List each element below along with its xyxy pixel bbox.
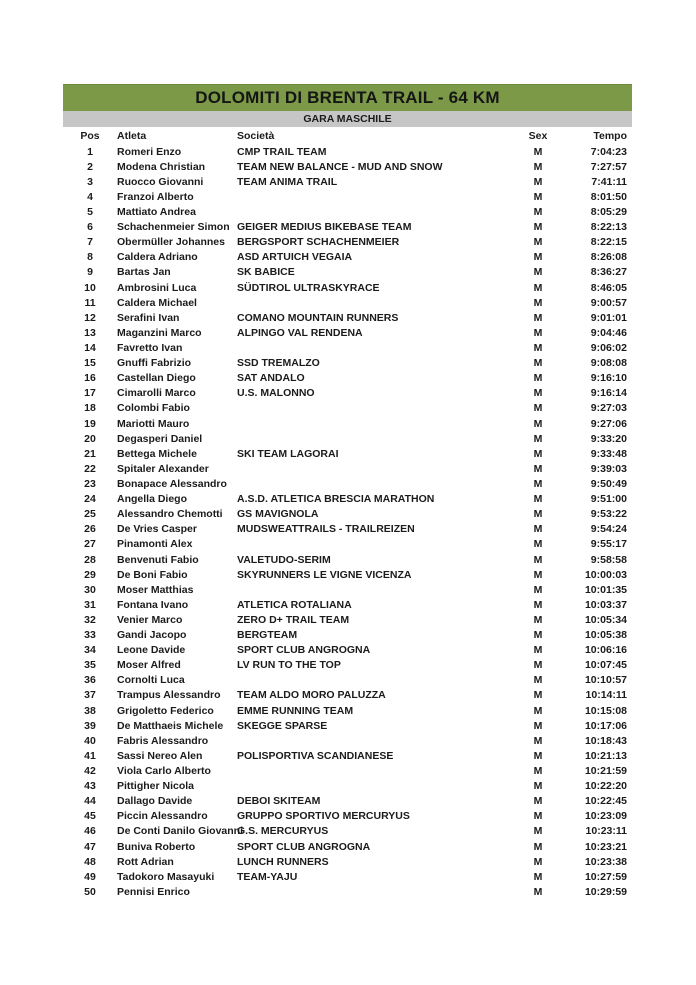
cell-tempo: 10:23:21 (584, 840, 627, 853)
cell-pos: 47 (84, 840, 96, 853)
cell-sex: M (533, 221, 543, 234)
cell-sex: M (533, 553, 543, 566)
table-row (63, 688, 632, 703)
cell-tempo: 9:53:22 (590, 508, 627, 521)
table-row (63, 189, 632, 204)
cell-atleta: De Conti Danilo Giovanni (117, 825, 244, 838)
results-document (63, 84, 632, 899)
cell-sex: M (533, 311, 543, 324)
column-header-sex: Sex (528, 130, 548, 142)
table-row (63, 144, 632, 159)
cell-pos: 42 (84, 765, 96, 778)
cell-societa: TEAM NEW BALANCE - MUD AND SNOW (237, 160, 443, 173)
cell-societa: SKYRUNNERS LE VIGNE VICENZA (237, 568, 412, 581)
table-row (63, 809, 632, 824)
cell-sex: M (533, 780, 543, 793)
cell-sex: M (533, 205, 543, 218)
cell-societa: POLISPORTIVA SCANDIANESE (237, 749, 394, 762)
cell-tempo: 9:00:57 (590, 296, 627, 309)
cell-sex: M (533, 266, 543, 279)
table-row (63, 763, 632, 778)
cell-sex: M (533, 236, 543, 249)
cell-sex: M (533, 296, 543, 309)
table-row (63, 703, 632, 718)
cell-pos: 2 (87, 160, 93, 173)
cell-atleta: Tadokoro Masayuki (117, 870, 215, 883)
cell-tempo: 9:04:46 (590, 326, 627, 339)
cell-pos: 27 (84, 538, 96, 551)
table-row (63, 476, 632, 491)
cell-tempo: 9:54:24 (590, 523, 627, 536)
table-row (63, 628, 632, 643)
table-row (63, 779, 632, 794)
cell-atleta: Alessandro Chemotti (117, 508, 223, 521)
cell-atleta: Moser Alfred (117, 659, 181, 672)
cell-societa: GS MAVIGNOLA (237, 508, 319, 521)
cell-societa: TEAM-YAJU (237, 870, 298, 883)
cell-atleta: Caldera Michael (117, 296, 197, 309)
cell-tempo: 10:05:38 (584, 629, 627, 642)
cell-tempo: 10:14:11 (585, 689, 627, 702)
cell-tempo: 9:27:03 (590, 402, 627, 415)
cell-sex: M (533, 190, 543, 203)
cell-pos: 36 (84, 674, 96, 687)
cell-pos: 43 (84, 780, 96, 793)
table-row (63, 658, 632, 673)
cell-atleta: Favretto Ivan (117, 341, 183, 354)
cell-societa: SSD TREMALZO (237, 357, 320, 370)
cell-atleta: Angella Diego (117, 493, 188, 506)
cell-sex: M (533, 281, 543, 294)
cell-pos: 9 (87, 266, 93, 279)
cell-atleta: De Boni Fabio (117, 568, 188, 581)
cell-sex: M (533, 447, 543, 460)
cell-pos: 15 (84, 357, 96, 370)
cell-pos: 25 (84, 508, 96, 521)
cell-sex: M (533, 538, 543, 551)
table-row (63, 718, 632, 733)
column-header-pos: Pos (80, 130, 100, 142)
cell-tempo: 10:17:06 (584, 719, 627, 732)
cell-pos: 1 (87, 145, 93, 158)
cell-pos: 18 (84, 402, 96, 415)
cell-sex: M (533, 704, 543, 717)
cell-sex: M (533, 644, 543, 657)
cell-pos: 35 (84, 659, 96, 672)
cell-pos: 23 (84, 477, 96, 490)
cell-societa: MUDSWEATTRAILS - TRAILREIZEN (237, 523, 415, 536)
table-row (63, 492, 632, 507)
cell-tempo: 7:27:57 (590, 160, 627, 173)
cell-sex: M (533, 372, 543, 385)
cell-pos: 14 (84, 341, 96, 354)
cell-societa: EMME RUNNING TEAM (237, 704, 354, 717)
cell-atleta: Piccin Alessandro (117, 810, 208, 823)
cell-pos: 20 (84, 432, 96, 445)
cell-sex: M (533, 357, 543, 370)
cell-atleta: Sassi Nereo Alen (117, 749, 203, 762)
table-row (63, 340, 632, 355)
cell-sex: M (533, 508, 543, 521)
race-title: DOLOMITI DI BRENTA TRAIL - 64 KM (195, 88, 500, 107)
cell-sex: M (533, 341, 543, 354)
table-row (63, 612, 632, 627)
cell-atleta: Gnuffi Fabrizio (117, 357, 192, 370)
cell-pos: 8 (87, 251, 93, 264)
cell-atleta: Trampus Alessandro (117, 689, 221, 702)
cell-sex: M (533, 493, 543, 506)
cell-tempo: 9:01:01 (590, 311, 627, 324)
cell-societa: ASD ARTUICH VEGAIA (237, 251, 353, 264)
cell-tempo: 8:46:05 (590, 281, 627, 294)
table-row (63, 522, 632, 537)
cell-tempo: 8:36:27 (590, 266, 627, 279)
cell-atleta: Fontana Ivano (117, 598, 189, 611)
table-row (63, 567, 632, 582)
cell-societa: TEAM ALDO MORO PALUZZA (237, 689, 386, 702)
cell-societa: BERGTEAM (237, 629, 298, 642)
cell-societa: ALPINGO VAL RENDENA (237, 326, 363, 339)
cell-sex: M (533, 326, 543, 339)
table-row (63, 325, 632, 340)
cell-sex: M (533, 885, 543, 898)
cell-pos: 49 (84, 870, 96, 883)
cell-pos: 38 (84, 704, 96, 717)
cell-tempo: 10:00:03 (584, 568, 627, 581)
cell-pos: 24 (84, 493, 96, 506)
cell-tempo: 10:27:59 (584, 870, 627, 883)
table-row (63, 673, 632, 688)
cell-pos: 37 (84, 689, 96, 702)
cell-atleta: Obermüller Johannes (117, 236, 225, 249)
cell-atleta: Colombi Fabio (117, 402, 190, 415)
table-row (63, 839, 632, 854)
cell-sex: M (533, 749, 543, 762)
cell-sex: M (533, 160, 543, 173)
cell-atleta: Bartas Jan (117, 266, 171, 279)
cell-atleta: Grigoletto Federico (117, 704, 214, 717)
cell-pos: 33 (84, 629, 96, 642)
column-header-societa: Società (237, 130, 275, 142)
category-title: GARA MASCHILE (303, 113, 392, 125)
cell-societa: SKI TEAM LAGORAI (237, 447, 339, 460)
cell-atleta: Schachenmeier Simon (117, 221, 230, 234)
cell-pos: 10 (84, 281, 96, 294)
table-row (63, 250, 632, 265)
cell-tempo: 8:26:08 (590, 251, 627, 264)
cell-pos: 34 (84, 644, 96, 657)
table-header-row (63, 128, 632, 144)
cell-tempo: 7:04:23 (590, 145, 627, 158)
table-row (63, 295, 632, 310)
category-bar (63, 111, 632, 127)
cell-sex: M (533, 583, 543, 596)
cell-societa: GEIGER MEDIUS BIKEBASE TEAM (237, 221, 412, 234)
table-row (63, 552, 632, 567)
cell-societa: BERGSPORT SCHACHENMEIER (237, 236, 400, 249)
cell-sex: M (533, 659, 543, 672)
cell-societa: LUNCH RUNNERS (237, 855, 329, 868)
cell-sex: M (533, 840, 543, 853)
cell-tempo: 10:10:57 (584, 674, 627, 687)
cell-sex: M (533, 432, 543, 445)
cell-tempo: 7:41:11 (591, 175, 627, 188)
cell-tempo: 9:39:03 (590, 462, 627, 475)
cell-sex: M (533, 870, 543, 883)
column-header-atleta: Atleta (117, 130, 147, 142)
cell-tempo: 10:06:16 (584, 644, 627, 657)
cell-atleta: Mariotti Mauro (117, 417, 190, 430)
cell-tempo: 10:23:09 (584, 810, 627, 823)
table-row (63, 733, 632, 748)
table-row (63, 748, 632, 763)
table-row (63, 386, 632, 401)
table-row (63, 174, 632, 189)
cell-sex: M (533, 145, 543, 158)
cell-sex: M (533, 523, 543, 536)
cell-societa: CMP TRAIL TEAM (237, 145, 327, 158)
cell-tempo: 8:05:29 (590, 205, 627, 218)
column-header-tempo: Tempo (593, 130, 627, 142)
cell-tempo: 9:58:58 (590, 553, 627, 566)
table-row (63, 597, 632, 612)
cell-atleta: Maganzini Marco (117, 326, 202, 339)
cell-pos: 21 (84, 447, 96, 460)
cell-societa: SK BABICE (237, 266, 295, 279)
table-row (63, 401, 632, 416)
table-row (63, 537, 632, 552)
cell-tempo: 8:01:50 (590, 190, 627, 203)
cell-societa: ATLETICA ROTALIANA (237, 598, 352, 611)
cell-pos: 46 (84, 825, 96, 838)
results-table (63, 144, 632, 899)
table-row (63, 371, 632, 386)
cell-sex: M (533, 855, 543, 868)
cell-pos: 39 (84, 719, 96, 732)
cell-atleta: Gandi Jacopo (117, 629, 187, 642)
cell-pos: 41 (84, 749, 96, 762)
table-row (63, 854, 632, 869)
cell-pos: 26 (84, 523, 96, 536)
cell-tempo: 9:55:17 (590, 538, 627, 551)
cell-sex: M (533, 810, 543, 823)
cell-atleta: Pinamonti Alex (117, 538, 193, 551)
cell-societa: ZERO D+ TRAIL TEAM (237, 613, 350, 626)
cell-atleta: Buniva Roberto (117, 840, 196, 853)
cell-pos: 28 (84, 553, 96, 566)
cell-societa: SKEGGE SPARSE (237, 719, 328, 732)
table-row (63, 235, 632, 250)
cell-societa: SAT ANDALO (237, 372, 305, 385)
cell-atleta: Rott Adrian (117, 855, 174, 868)
cell-atleta: Ambrosini Luca (117, 281, 197, 294)
cell-tempo: 9:27:06 (590, 417, 627, 430)
cell-tempo: 10:22:45 (584, 795, 627, 808)
cell-societa: DEBOI SKITEAM (237, 795, 321, 808)
cell-atleta: Degasperi Daniel (117, 432, 203, 445)
table-row (63, 159, 632, 174)
table-row (63, 446, 632, 461)
cell-atleta: De Vries Casper (117, 523, 197, 536)
cell-atleta: Benvenuti Fabio (117, 553, 199, 566)
table-row (63, 643, 632, 658)
cell-sex: M (533, 689, 543, 702)
cell-tempo: 10:21:13 (584, 749, 627, 762)
cell-tempo: 10:03:37 (584, 598, 627, 611)
cell-sex: M (533, 825, 543, 838)
cell-pos: 31 (84, 598, 96, 611)
table-row (63, 280, 632, 295)
cell-pos: 32 (84, 613, 96, 626)
cell-societa: LV RUN TO THE TOP (237, 659, 341, 672)
table-row (63, 507, 632, 522)
table-row (63, 824, 632, 839)
cell-tempo: 10:01:35 (584, 583, 627, 596)
cell-tempo: 9:06:02 (590, 341, 627, 354)
cell-pos: 22 (84, 462, 96, 475)
table-row (63, 416, 632, 431)
cell-sex: M (533, 417, 543, 430)
cell-societa: SPORT CLUB ANGROGNA (237, 644, 371, 657)
table-row (63, 220, 632, 235)
cell-societa: SPORT CLUB ANGROGNA (237, 840, 371, 853)
cell-atleta: Modena Christian (117, 160, 206, 173)
cell-atleta: Bonapace Alessandro (117, 477, 227, 490)
cell-pos: 5 (87, 205, 93, 218)
cell-societa: VALETUDO-SERIM (237, 553, 331, 566)
cell-atleta: Franzoi Alberto (117, 190, 194, 203)
cell-tempo: 8:22:15 (590, 236, 627, 249)
cell-sex: M (533, 477, 543, 490)
cell-sex: M (533, 674, 543, 687)
table-row (63, 356, 632, 371)
cell-pos: 4 (87, 190, 93, 203)
cell-pos: 29 (84, 568, 96, 581)
cell-atleta: Bettega Michele (117, 447, 197, 460)
cell-societa: U.S. MALONNO (237, 387, 315, 400)
cell-pos: 19 (84, 417, 96, 430)
cell-tempo: 9:16:14 (590, 387, 627, 400)
cell-societa: TEAM ANIMA TRAIL (237, 175, 338, 188)
table-row (63, 794, 632, 809)
cell-tempo: 10:22:20 (584, 780, 627, 793)
table-row (63, 204, 632, 219)
cell-atleta: Ruocco Giovanni (117, 175, 204, 188)
table-row (63, 582, 632, 597)
cell-atleta: Fabris Alessandro (117, 734, 209, 747)
cell-tempo: 9:08:08 (590, 357, 627, 370)
table-row (63, 884, 632, 899)
cell-tempo: 10:29:59 (584, 885, 627, 898)
cell-pos: 16 (84, 372, 96, 385)
table-row (63, 431, 632, 446)
cell-tempo: 9:50:49 (590, 477, 627, 490)
race-title-bar (63, 84, 632, 111)
cell-sex: M (533, 719, 543, 732)
cell-atleta: Castellan Diego (117, 372, 196, 385)
cell-pos: 44 (84, 795, 96, 808)
cell-tempo: 9:33:48 (590, 447, 627, 460)
table-row (63, 869, 632, 884)
cell-atleta: Viola Carlo Alberto (117, 765, 211, 778)
cell-atleta: Venier Marco (117, 613, 183, 626)
table-row (63, 461, 632, 476)
cell-tempo: 9:51:00 (590, 493, 627, 506)
cell-pos: 30 (84, 583, 96, 596)
cell-pos: 12 (84, 311, 96, 324)
cell-pos: 50 (84, 885, 96, 898)
cell-sex: M (533, 734, 543, 747)
cell-atleta: Dallago Davide (117, 795, 193, 808)
cell-pos: 7 (87, 236, 93, 249)
table-row (63, 265, 632, 280)
cell-atleta: Cimarolli Marco (117, 387, 196, 400)
cell-sex: M (533, 462, 543, 475)
cell-atleta: Mattiato Andrea (117, 205, 196, 218)
cell-sex: M (533, 251, 543, 264)
cell-tempo: 10:07:45 (584, 659, 627, 672)
cell-pos: 3 (87, 175, 93, 188)
cell-pos: 13 (84, 326, 96, 339)
cell-sex: M (533, 387, 543, 400)
cell-sex: M (533, 175, 543, 188)
cell-tempo: 9:16:10 (590, 372, 627, 385)
cell-societa: COMANO MOUNTAIN RUNNERS (237, 311, 399, 324)
cell-pos: 45 (84, 810, 96, 823)
cell-pos: 11 (84, 296, 96, 309)
cell-atleta: Caldera Adriano (117, 251, 198, 264)
cell-atleta: Spitaler Alexander (117, 462, 209, 475)
cell-tempo: 9:33:20 (590, 432, 627, 445)
cell-tempo: 8:22:13 (590, 221, 627, 234)
cell-tempo: 10:05:34 (584, 613, 627, 626)
cell-sex: M (533, 613, 543, 626)
cell-societa: SÜDTIROL ULTRASKYRACE (237, 281, 380, 294)
cell-atleta: Moser Matthias (117, 583, 194, 596)
cell-sex: M (533, 598, 543, 611)
cell-sex: M (533, 568, 543, 581)
cell-sex: M (533, 795, 543, 808)
cell-atleta: Serafini Ivan (117, 311, 180, 324)
cell-atleta: Leone Davide (117, 644, 186, 657)
cell-tempo: 10:21:59 (584, 765, 627, 778)
cell-sex: M (533, 402, 543, 415)
cell-atleta: De Matthaeis Michele (117, 719, 224, 732)
cell-tempo: 10:18:43 (584, 734, 627, 747)
cell-sex: M (533, 765, 543, 778)
cell-societa: A.S.D. ATLETICA BRESCIA MARATHON (237, 493, 435, 506)
cell-societa: GRUPPO SPORTIVO MERCURYUS (237, 810, 410, 823)
cell-atleta: Pennisi Enrico (117, 885, 190, 898)
table-row (63, 310, 632, 325)
cell-pos: 17 (84, 387, 96, 400)
cell-tempo: 10:23:38 (584, 855, 627, 868)
cell-sex: M (533, 629, 543, 642)
cell-atleta: Pittigher Nicola (117, 780, 195, 793)
cell-atleta: Cornolti Luca (117, 674, 185, 687)
cell-societa: G.S. MERCURYUS (237, 825, 329, 838)
cell-pos: 48 (84, 855, 96, 868)
cell-pos: 40 (84, 734, 96, 747)
cell-tempo: 10:15:08 (584, 704, 627, 717)
cell-pos: 6 (87, 221, 93, 234)
cell-atleta: Romeri Enzo (117, 145, 182, 158)
cell-tempo: 10:23:11 (585, 825, 627, 838)
